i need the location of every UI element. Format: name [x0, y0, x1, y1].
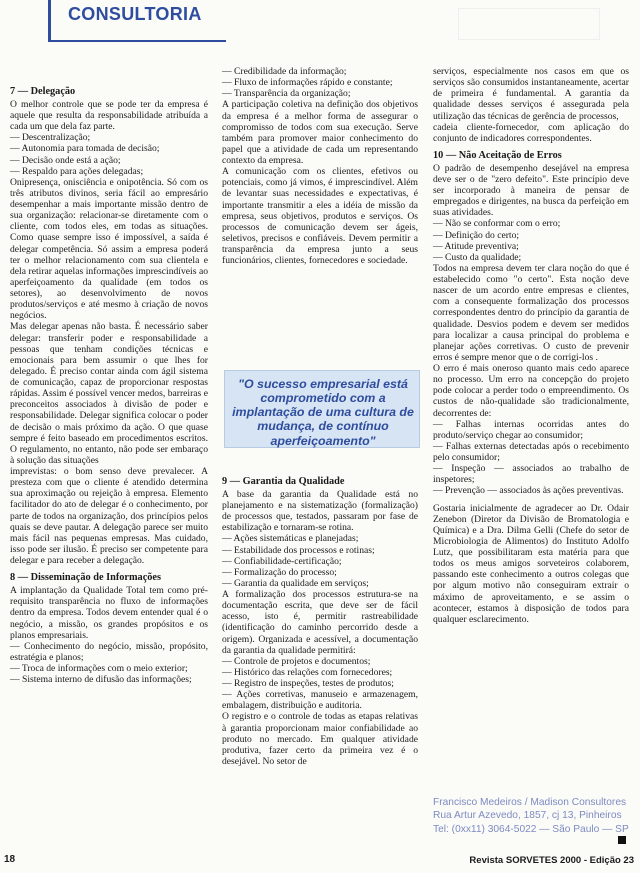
magazine-footer: Revista SORVETES 2000 - Edição 23 — [469, 855, 634, 866]
list-item: — Prevenção — associados às ações preventivas. — [433, 485, 624, 497]
show-through-ghost — [458, 8, 600, 40]
list-item: — Controle de projetos e documentos; — [222, 655, 371, 667]
paragraph: O registro e o controle de todas as etapas relativas à garantia proporcionam maior confiabilidade ao produto no mercado. Em qualquer atividade produtiva, fazer certo da primeira vez é o desejável. No setor de — [222, 711, 418, 767]
list-item: — Formalização do processo; — [222, 566, 337, 578]
bullet-list — [10, 641, 208, 686]
author-phone: Tel: (0xx11) 3064-5022 — São Paulo — SP — [433, 823, 629, 835]
list-item: — Sistema interno de difusão das informações; — [10, 674, 192, 686]
list-item: — Definição do certo; — [433, 229, 520, 241]
list-item: — Não se conformar com o erro; — [433, 218, 561, 230]
paragraph: cadeia cliente-fornecedor, com aplicação do conjunto de indicadores correspondentes. — [433, 121, 629, 144]
paragraph: A participação coletiva na definição dos objetivos da empresa é a melhor forma de assegurar o compromisso de todos com sua execução. Serve também para promover maior conhecimento do papel que a atividade de cada um representando contexto da empresa. — [222, 99, 418, 166]
list-item: — Fluxo de informações rápido e constante; — [222, 77, 393, 89]
bullet-list — [222, 533, 418, 589]
list-item: — Falhas externas detectadas após o recebimento pelo consumidor; — [433, 440, 629, 464]
paragraph: Todos na empresa devem ter clara noção do que é estabelecido como "o certo". Esta noção deve nascer de um acordo entre empresas e clientes, com a consequente formalização dos processos correspondentes dentro do princípio da garantia de qualidade. Desvios podem e devem ser medidos para localizar a causa principal do problema e planejar ações corretivas. O custo de prevenir erros é sempre menor que o de corrigi-los . — [433, 262, 629, 363]
list-item: — Decisão onde está a ação; — [10, 154, 121, 166]
pull-quote-box — [224, 370, 420, 448]
heading-disseminacao: 8 — Disseminação de Informações — [10, 572, 162, 584]
end-mark — [618, 836, 626, 844]
paragraph: O padrão de desempenho desejável na empresa deve ser o de "zero defeito". Este princípio deve ser incorporado à maneira de pensar de empregados e dirigentes, na busca da perfeição em suas atividades. — [433, 162, 629, 219]
list-item: — Ações corretivas, manuseio e armazenagem, embalagem, distribuição e auditoria. — [222, 689, 418, 712]
bullet-list — [433, 419, 629, 497]
paragraph: O melhor controle que se pode ter da empresa é aquele que resulta da responsabilidade atribuída a cada um que dela faz parte. — [10, 98, 208, 133]
paragraph: Onipresença, onisciência e onipotência. Só com os três atributos divinos, seria fácil ao empresário desempenhar a mais importante missão dentro de sua organização: relacionar-se diretamente com o cliente, com todos eles, em todas as situações. Como quase sempre isso é impossível, a saída é delegar competência. Só assim a empresa poderá ter o melhor relacionamento com sua clientela e dela retirar aquelas informações imprescindíveis ao aperfeiçoamento da qualidade (em todos os setores), ao desenvolvimento de novos produtos/serviços e até mesmo à criação de novos negócios. — [10, 176, 208, 322]
paragraph: A base da garantia da Qualidade está no planejamento e na sistematização (formalização) de processos que, testados, passaram por fase de estabilização e tornaram-se rotina. — [222, 488, 418, 534]
paragraph: A implantação da Qualidade Total tem como pré-requisito transparência no fluxo de informações dentro da empresa. Todos devem entender qual é o negócio, a missão, os grandes propósitos e os planos empresariais. — [10, 585, 208, 641]
paragraph: A comunicação com os clientes, efetivos ou potenciais, como já vimos, é imprescindível. Além de levantar suas necessidades e expectativas, é importante transmitir a eles a idéia de missão da empresa, seus objetivos, produtos e serviços. Os processos de comunicação devem ser ágeis, seletivos, precisos e confiáveis. Devem permitir a transparência da empresa junto a seus funcionários, clientes, fornecedores e sociedade. — [222, 166, 418, 267]
paragraph: serviços, especialmente nos casos em que os serviços são consumidos instantaneamente, acertar de primeira é fundamental. A garantia da qualidade desses serviços é assegurada pela utilização das técnicas de gerência de processos, — [433, 66, 629, 122]
paragraph: O erro é mais oneroso quanto mais cedo aparece no processo. Um erro na concepção do projeto pode colocar a perder todo o empreendimento. Os custos de não-qualidade são tradicionalmente, decorrentes de: — [433, 363, 629, 419]
list-item: — Confiabilidade-certificação; — [222, 555, 342, 567]
column-1 — [10, 80, 208, 685]
heading-garantia: 9 — Garantia da Qualidade — [222, 476, 345, 487]
list-item: — Credibilidade da informação; — [222, 66, 347, 77]
author-address: Rua Artur Azevedo, 1857, cj 13, Pinheiros — [433, 810, 622, 822]
bullet-list — [222, 656, 418, 712]
acknowledgement-paragraph: Gostaria inicialmente de agradecer ao Dr. Odair Zenebon (Diretor da Divisão de Bromatologia e Química) e a Dra. Dilma Gelli (Chefe do setor de Microbiologia de Alimentos) do Instituto Adolfo Lutz, que possibilitaram esta matéria para que todos os meus amigos sorveteiros colaborem, passando este conhecimento a outros colegas que por algum motivo não conseguiram extrair o máximo de aproveitamento, e se assim o acontecer, estamos à disposição de todos para qualquer esclarecimento. — [433, 502, 629, 625]
author-credit — [433, 796, 633, 836]
list-item: — Ações sistemáticas e planejadas; — [222, 533, 359, 545]
pull-quote: "O sucesso empresarial está comprometido com a implantação de uma cultura de mudança, de contínuo aperfeiçoamento" — [232, 377, 414, 448]
list-item: — Falhas internas ocorridas antes do produto/serviço chegar ao consumidor; — [433, 418, 629, 441]
list-item: — Descentralização; — [10, 132, 91, 144]
page-number: 18 — [4, 854, 16, 865]
paragraph: imprevistas: o bom senso deve prevalecer. A presteza com que o cliente é atendido determina sua aproximação ou rejeição à empresa. Elemento facilitador do ato de delegar é o conhecimento, por parte de todos na organização, dos princípios pelos quais se deve pautar. A delegação parece ser muito mais fácil nas pequenas empresas. Mas cuidado, isso pode ser ilusão. É preciso ser competente para delegar e para receber a delegação. — [10, 466, 208, 567]
list-item: — Inspeção — associados ao trabalho de inspetores; — [433, 463, 629, 486]
list-item: — Histórico das relações com fornecedores; — [222, 666, 393, 678]
author-name: Francisco Medeiros / Madison Consultores — [433, 797, 627, 808]
paragraph: A formalização dos processos estrutura-se na documentação escrita, que deve ser de fácil acesso, isto é, permitir rastreabilidade (identificação do caminho percorrido desde a origem). Organizada e acessível, a documentação da garantia da qualidade permitirá: — [222, 589, 418, 656]
paragraph: Mas delegar apenas não basta. É necessário saber delegar: transferir poder e responsabilidade a pessoas que tenham condições técnicas e emocionais para bem assumir o que lhes for delegado. É preciso contar ainda com ágil sistema de comunicação, capaz de proporcionar respostas rápidas. Assim é possível vencer medos, barreiras e preconceitos associados à divisão de poder e responsabilidade. Delegar significa colocar o poder de decisão o mais próximo da ação. O que quase sempre é feito baseado em procedimentos escritos. O regulamento, no entanto, não pode ser embaraço à solução das situações — [10, 321, 208, 466]
list-item: — Atitude preventiva; — [433, 240, 519, 252]
column-3 — [433, 66, 629, 625]
list-item: — Custo da qualidade; — [433, 251, 522, 263]
bullet-list — [433, 218, 629, 263]
list-item: — Respaldo para ações delegadas; — [10, 165, 144, 177]
bullet-list — [10, 132, 208, 177]
heading-nao-aceitacao: 10 — Não Aceitação de Erros — [433, 149, 562, 161]
list-item: — Autonomia para tomada de decisão; — [10, 143, 160, 155]
list-item: — Registro de inspeções, testes de produtos; — [222, 678, 394, 690]
column-2-top — [222, 66, 418, 266]
section-title: CONSULTORIA — [68, 4, 202, 24]
column-2-bottom — [222, 470, 418, 767]
list-item: — Garantia da qualidade em serviços; — [222, 577, 369, 589]
list-item: — Transparência da organização; — [222, 88, 351, 100]
list-item: — Conhecimento do negócio, missão, propósito, estratégia e planos; — [10, 640, 208, 663]
list-item: — Troca de informações com o meio exterior; — [10, 663, 188, 674]
bullet-list — [222, 66, 418, 99]
list-item: — Estabilidade dos processos e rotinas; — [222, 544, 375, 556]
heading-delegacao: 7 — Delegação — [10, 86, 76, 97]
